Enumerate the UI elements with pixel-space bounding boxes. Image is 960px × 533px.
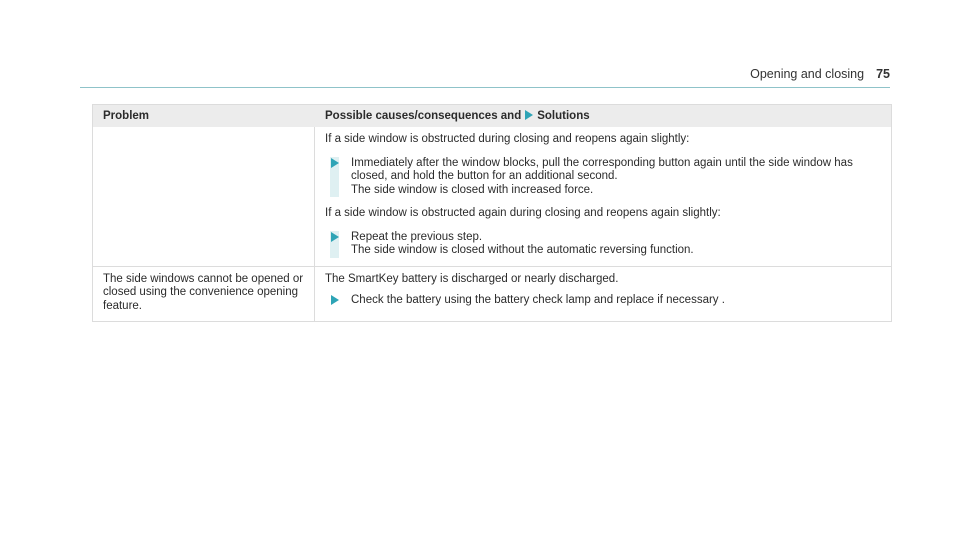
page-number: 75 [876, 67, 890, 81]
column-header-solutions-label: Solutions [537, 110, 590, 122]
step-text [351, 157, 853, 198]
step-marker [330, 157, 339, 198]
step-text: Check the battery using the battery check lamp and replace if necessary . [351, 294, 725, 306]
solution-cell [315, 267, 891, 322]
solution-step [325, 231, 881, 258]
solution-step [325, 294, 881, 308]
step-line: The side window is closed without the automatic reversing function. [351, 244, 694, 256]
problem-line: The side windows cannot be opened or [103, 272, 304, 285]
step-text [351, 231, 694, 258]
solution-step [325, 157, 881, 198]
column-header-causes [315, 105, 891, 127]
arrow-right-icon [331, 232, 339, 242]
problem-line: feature. [103, 299, 142, 312]
solution-cell [315, 127, 891, 266]
problem-cell [93, 127, 315, 266]
table-row [93, 127, 891, 266]
column-header-causes-label: Possible causes/consequences and [325, 110, 522, 122]
step-line: closed, and hold the button for an additional second. [351, 170, 618, 182]
problem-line: closed using the convenience opening [103, 286, 299, 298]
column-header-problem: Problem [103, 110, 150, 122]
step-line: Repeat the previous step. [351, 230, 483, 243]
problem-cell [93, 267, 315, 322]
header-divider [80, 87, 890, 88]
arrow-right-icon [331, 295, 339, 305]
arrow-right-icon [525, 110, 533, 120]
step-marker [330, 231, 339, 258]
cause-text: If a side window is obstructed again during closing and reopens again slightly: [325, 207, 721, 219]
section-title: Opening and closing [750, 67, 865, 81]
table-row [93, 266, 891, 322]
problem-solution-table [92, 104, 892, 322]
page-header [750, 67, 890, 81]
cause-text: If a side window is obstructed during closing and reopens again slightly: [325, 133, 690, 145]
step-line: Immediately after the window blocks, pull the corresponding button again until the side window has [351, 156, 853, 169]
table-header [93, 105, 891, 127]
step-line: The side window is closed with increased force. [351, 183, 594, 196]
step-marker [330, 294, 339, 308]
cause-text: The SmartKey battery is discharged or nearly discharged. [325, 272, 619, 285]
arrow-right-icon [331, 158, 339, 168]
